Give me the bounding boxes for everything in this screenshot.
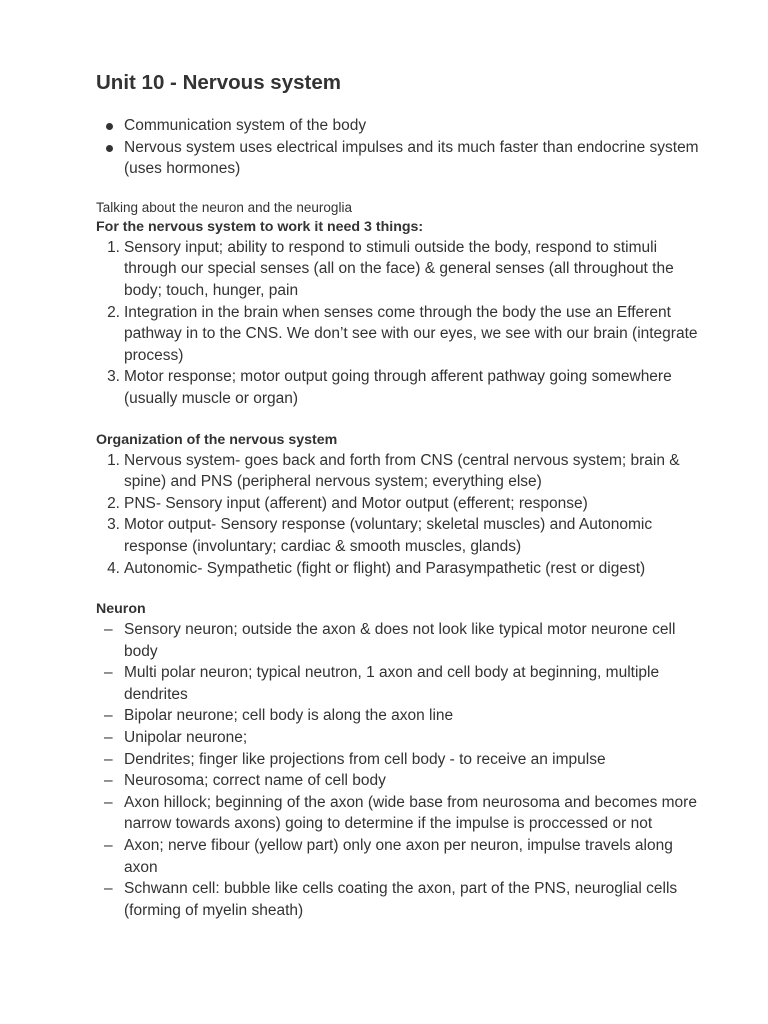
- organization-numbered-list: [96, 450, 708, 580]
- dash-item-text: Axon; nerve fibour (yellow part) only one axon per neuron, impulse travels along axon: [124, 837, 673, 876]
- neuron-dash-list: [96, 619, 708, 921]
- dash-item: [96, 662, 708, 705]
- list-number: 3.: [107, 516, 120, 534]
- numbered-item-text: PNS- Sensory input (afferent) and Motor output (efferent; response): [124, 494, 588, 512]
- numbered-item: [96, 366, 708, 409]
- numbered-item: [96, 450, 708, 493]
- dash-item-text: Multi polar neuron; typical neutron, 1 axon and cell body at beginning, multiple dendrites: [124, 664, 660, 703]
- dash-item: [96, 878, 708, 921]
- bullet-text: Nervous system uses electrical impulses and its much faster than endocrine system (uses hormones): [124, 138, 699, 178]
- page-title: Unit 10 - Nervous system: [96, 71, 341, 94]
- list-number: 3.: [107, 368, 120, 386]
- numbered-item-text: Nervous system- goes back and forth from CNS (central nervous system; brain & spine) and PNS (peripheral nervous system; everything else): [124, 451, 680, 491]
- numbered-item-text: Autonomic- Sympathetic (fight or flight) and Parasympathetic (rest or digest): [124, 559, 646, 577]
- dash-item: [96, 619, 708, 662]
- list-number: 2.: [107, 494, 120, 512]
- dash-item: [96, 835, 708, 878]
- numbered-item-text: Integration in the brain when senses come through the body the use an Efferent pathway in to the CNS. We don’t see with our eyes, we see with our brain (integrate process): [124, 303, 698, 364]
- numbered-item: [96, 514, 708, 557]
- dash-item-text: Bipolar neurone; cell body is along the axon line: [124, 707, 454, 725]
- bullet-item: [96, 137, 708, 180]
- section-heading-neuron: Neuron: [96, 601, 146, 618]
- list-number: 2.: [107, 303, 120, 321]
- dash-item: [96, 705, 708, 727]
- section-heading-requirements: For the nervous system to work it need 3 things:: [96, 218, 424, 235]
- dash-icon: –: [104, 621, 113, 639]
- dash-icon: –: [104, 664, 113, 682]
- numbered-item-text: Motor output- Sensory response (voluntary; skeletal muscles) and Autonomic response (involuntary; cardiac & smooth muscles, glands): [124, 516, 653, 555]
- list-number: 1.: [107, 238, 120, 256]
- numbered-item: [96, 558, 708, 580]
- bullet-item: [96, 115, 708, 137]
- dash-item: [96, 749, 708, 771]
- dash-item: [96, 770, 708, 792]
- intro-note: Talking about the neuron and the neuroglia: [96, 199, 352, 215]
- dash-item: [96, 792, 708, 835]
- list-number: 4.: [107, 559, 120, 577]
- summary-bullet-list: [96, 115, 708, 180]
- dash-item-text: Neurosoma; correct name of cell body: [124, 772, 386, 790]
- dash-icon: –: [104, 772, 113, 790]
- dash-item: [96, 727, 708, 749]
- requirements-numbered-list: [96, 237, 708, 410]
- dash-item-text: Schwann cell: bubble like cells coating the axon, part of the PNS, neuroglial cells (forming of myelin sheath): [124, 880, 678, 919]
- dash-item-text: Sensory neuron; outside the axon & does not look like typical motor neurone cell body: [124, 621, 676, 660]
- list-number: 1.: [107, 451, 120, 469]
- numbered-item-text: Sensory input; ability to respond to stimuli outside the body, respond to stimuli through our special senses (all on the face) & general senses (all throughout the body; touch, hunger, pain: [124, 238, 674, 299]
- bullet-text: Communication system of the body: [124, 117, 367, 134]
- section-heading-organization: Organization of the nervous system: [96, 431, 338, 448]
- bullet-dot-icon: [106, 123, 113, 130]
- numbered-item-text: Motor response; motor output going through afferent pathway going somewhere (usually muscle or organ): [124, 368, 672, 407]
- dash-icon: –: [104, 707, 113, 725]
- numbered-item: [96, 302, 708, 367]
- dash-icon: –: [104, 729, 113, 747]
- dash-item-text: Unipolar neurone;: [124, 729, 248, 747]
- numbered-item: [96, 237, 708, 302]
- dash-icon: –: [104, 880, 113, 898]
- numbered-item: [96, 493, 708, 515]
- dash-item-text: Dendrites; finger like projections from cell body - to receive an impulse: [124, 750, 606, 768]
- dash-item-text: Axon hillock; beginning of the axon (wide base from neurosoma and becomes more narrow towards axons) going to determine if the impulse is proccessed or not: [124, 793, 697, 833]
- dash-icon: –: [104, 793, 113, 811]
- dash-icon: –: [104, 750, 113, 768]
- bullet-dot-icon: [106, 145, 113, 152]
- dash-icon: –: [104, 837, 113, 855]
